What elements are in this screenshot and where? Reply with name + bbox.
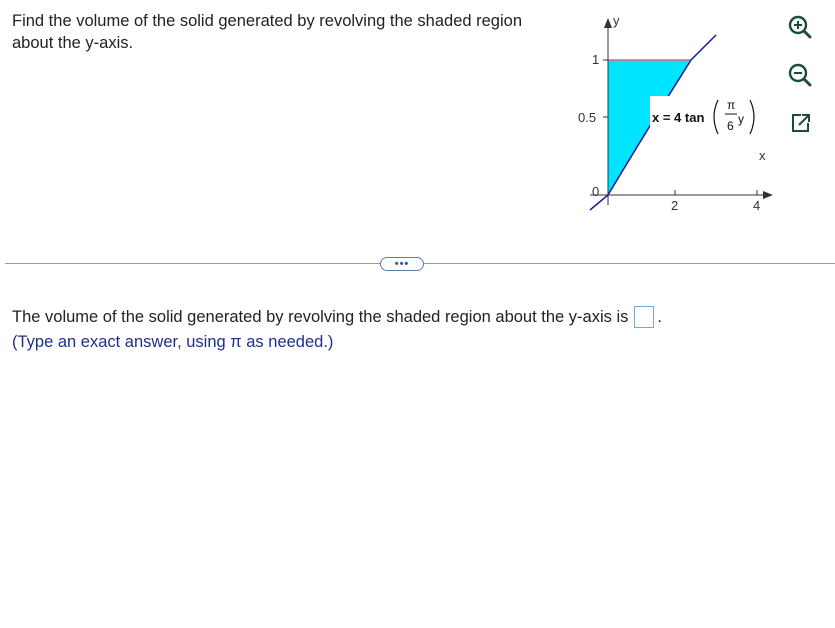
answer-input[interactable]: [634, 306, 654, 328]
x-tick-label-2: 2: [671, 198, 679, 213]
origin-label: 0: [592, 184, 600, 199]
answer-period: .: [657, 307, 662, 326]
region-graph: [560, 10, 775, 213]
y-axis-label: y: [613, 13, 620, 28]
answer-row: [12, 306, 662, 328]
curve-label-denominator: 6: [727, 119, 734, 133]
more-button-label: •••: [394, 258, 410, 270]
zoom-in-icon[interactable]: [785, 12, 815, 42]
y-tick-label-05: 0.5: [578, 110, 597, 125]
curve-label-var: y: [738, 112, 744, 126]
zoom-out-icon[interactable]: [785, 60, 815, 90]
answer-hint: (Type an exact answer, using π as needed.): [12, 333, 334, 351]
answer-prompt: The volume of the solid generated by revolving the shaded region about the y-axis is: [12, 307, 629, 326]
y-axis-arrow: [604, 18, 612, 28]
x-axis-arrow: [763, 191, 773, 199]
x-axis-label: x: [759, 148, 766, 163]
external-link-icon[interactable]: [785, 108, 815, 138]
show-more-button[interactable]: [380, 257, 424, 271]
curve-label-prefix: x = 4 tan: [652, 110, 705, 125]
y-tick-label-1: 1: [592, 52, 600, 67]
question-text: Find the volume of the solid generated by revolving the shaded region about the y-axis.: [12, 12, 522, 52]
curve-label-numerator: π: [727, 98, 736, 112]
x-tick-label-4: 4: [753, 198, 761, 213]
